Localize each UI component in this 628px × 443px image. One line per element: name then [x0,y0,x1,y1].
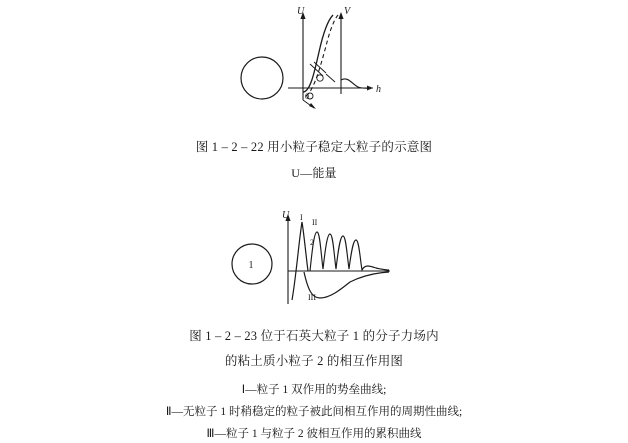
figure-1-label-u: U [297,6,305,17]
figure-1-svg [240,4,388,116]
curve-III-label: III [308,293,316,302]
small-particle-marker-1 [317,75,323,81]
figure-2-label-u: U [282,210,290,221]
curve-I-path [292,222,308,300]
figure-2-container [0,208,628,308]
curve-II-lower-label: 2 [310,238,314,247]
figure-1-label-origin: 0 [305,92,309,101]
hatch-mark-4 [326,74,335,82]
hatch-mark-1 [310,64,323,76]
curve-I-label: I [300,213,303,222]
curve-III-path [304,272,389,298]
figure-2-svg [230,208,398,308]
figure-1-label-v: V [344,6,351,17]
figure-2-note-2: Ⅱ—无粒子 1 时稍稳定的粒子被此间相互作用的周期性曲线; [165,406,463,418]
figure-1-caption: 图 1 – 2 – 22 用小粒子稳定大粒子的示意图 [195,140,433,154]
figure-2-caption-line-1: 图 1 – 2 – 23 位于石英大粒子 1 的分子力场内 [189,329,439,343]
figure-2-note-3: Ⅲ—粒子 1 与粒子 2 彼相互作用的累积曲线 [206,428,422,440]
figure-1-drawing [240,4,388,116]
figure-1-label-h: h [376,84,381,95]
large-particle-circle [241,57,283,99]
figure-2-drawing [230,208,398,308]
figure-2-caption-line-2: 的粘土质小粒子 2 的相互作用图 [224,354,404,368]
figure-1-subcaption: U—能量 [291,166,337,180]
curve-II-label: II [312,218,318,227]
v-axis-arrow [338,12,343,19]
figure-2-note-1: Ⅰ—粒子 1 双作用的势垒曲线; [241,384,387,396]
curve-II-path [310,232,389,271]
figure-1-container [0,4,628,116]
lower-arrow [309,103,316,109]
particle-1-label: 1 [248,260,254,271]
